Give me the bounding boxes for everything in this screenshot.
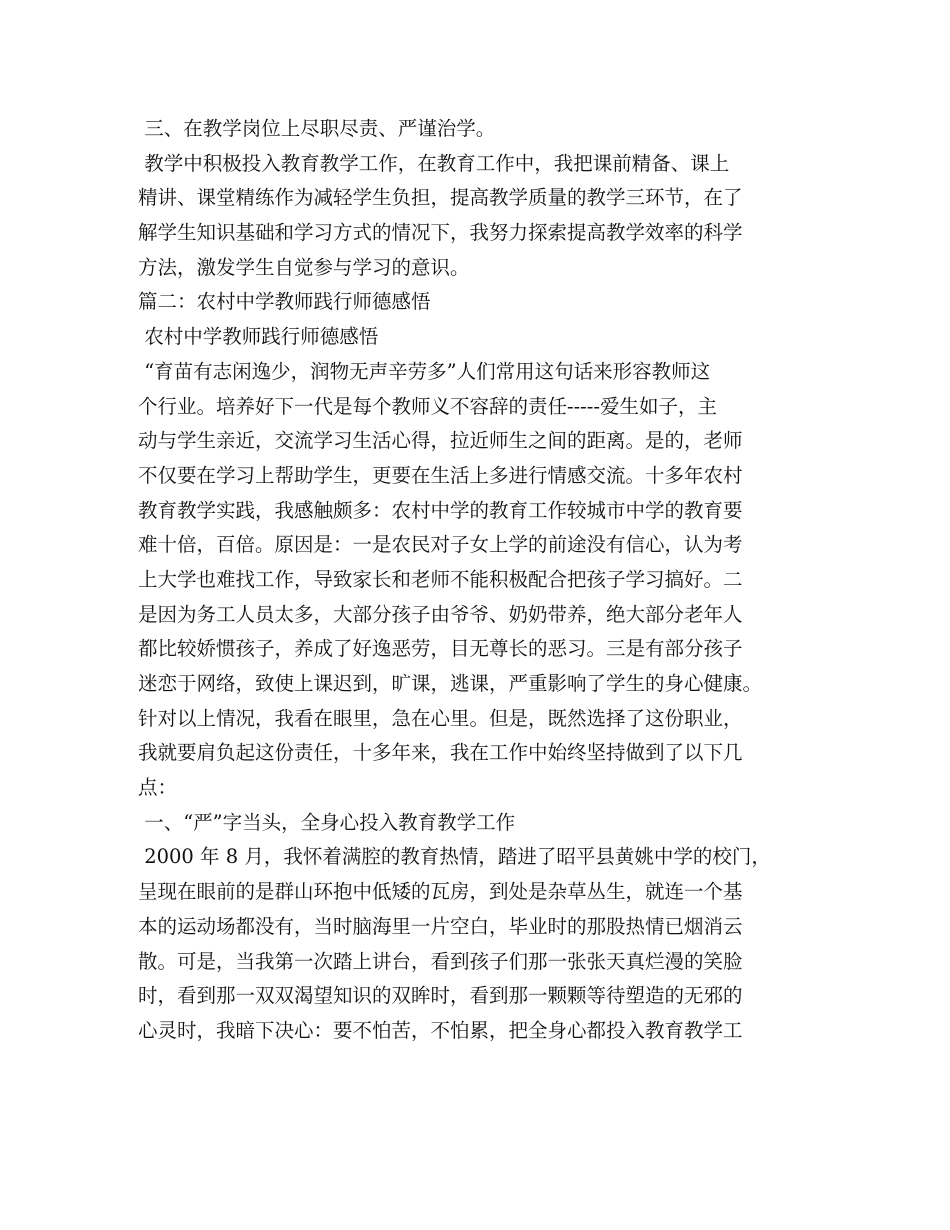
text-line: 一、“严”字当头，全身心投入教育教学工作 — [138, 810, 516, 834]
text-line: 不仅要在学习上帮助学生，更要在生活上多进行情感交流。十多年农村 — [138, 463, 743, 487]
text-line: 难十倍，百倍。原因是：一是农民对子女上学的前途没有信心，认为考 — [138, 533, 743, 557]
text-line: 时，看到那一双双渴望知识的双眸时，看到那一颗颗等待塑造的无邪的 — [138, 984, 743, 1008]
text-line: 教育教学实践，我感触颇多：农村中学的教育工作较城市中学的教育要 — [138, 498, 743, 522]
text-line: 都比较娇惯孩子，养成了好逸恶劳，目无尊长的恶习。三是有部分孩子 — [138, 637, 743, 661]
text-line: 是因为务工人员太多，大部分孩子由爷爷、奶奶带养，绝大部分老年人 — [138, 602, 743, 626]
text-line: 迷恋于网络，致使上课迟到，旷课，逃课，严重影响了学生的身心健康。 — [138, 672, 763, 695]
text-line: 呈现在眼前的是群山环抱中低矮的瓦房，到处是杂草丛生，就连一个基 — [138, 880, 743, 904]
text-line: 散。可是，当我第一次踏上讲台，看到孩子们那一张张天真烂漫的笑脸 — [138, 949, 743, 973]
text-line: 三、在教学岗位上尽职尽责、严谨治学。 — [138, 117, 496, 140]
text-line: 农村中学教师践行师德感悟 — [138, 325, 379, 349]
text-line: 针对以上情况，我看在眼里，急在心里。但是，既然选择了这份职业， — [138, 706, 743, 730]
text-line: 我就要肩负起这份责任，十多年来，我在工作中始终坚持做到了以下几 — [138, 741, 743, 765]
text-line: “育苗有志闲逸少，润物无声辛劳多”人们常用这句话来形容教师这 — [138, 359, 711, 383]
text-line: 本的运动场都没有，当时脑海里一片空白，毕业时的那股热情已烟消云 — [138, 914, 743, 938]
text-line: 上大学也难找工作，导致家长和老师不能积极配合把孩子学习搞好。二 — [138, 567, 743, 591]
text-line: 2000 年 8 月，我怀着满腔的教育热情，踏进了昭平县黄姚中学的校门， — [138, 845, 771, 869]
text-line: 个行业。培养好下一代是每个教师义不容辞的责任-----爱生如子，主 — [138, 394, 717, 418]
text-line: 动与学生亲近，交流学习生活心得，拉近师生之间的距离。是的，老师 — [138, 429, 743, 453]
text-line: 心灵时，我暗下决心：要不怕苦，不怕累，把全身心都投入教育教学工 — [138, 1018, 743, 1042]
text-line: 方法，激发学生自觉参与学习的意识。 — [138, 255, 470, 279]
text-line: 解学生知识基础和学习方式的情况下，我努力探索提高教学效率的科学 — [138, 221, 743, 245]
text-line: 篇二：农村中学教师践行师德感悟 — [138, 290, 431, 314]
text-line: 教学中积极投入教育教学工作，在教育工作中，我把课前精备、课上 — [138, 151, 730, 175]
text-line: 点： — [138, 776, 178, 800]
document-body — [138, 112, 838, 1049]
text-line: 精讲、课堂精练作为减轻学生负担，提高教学质量的教学三环节，在了 — [138, 186, 743, 210]
